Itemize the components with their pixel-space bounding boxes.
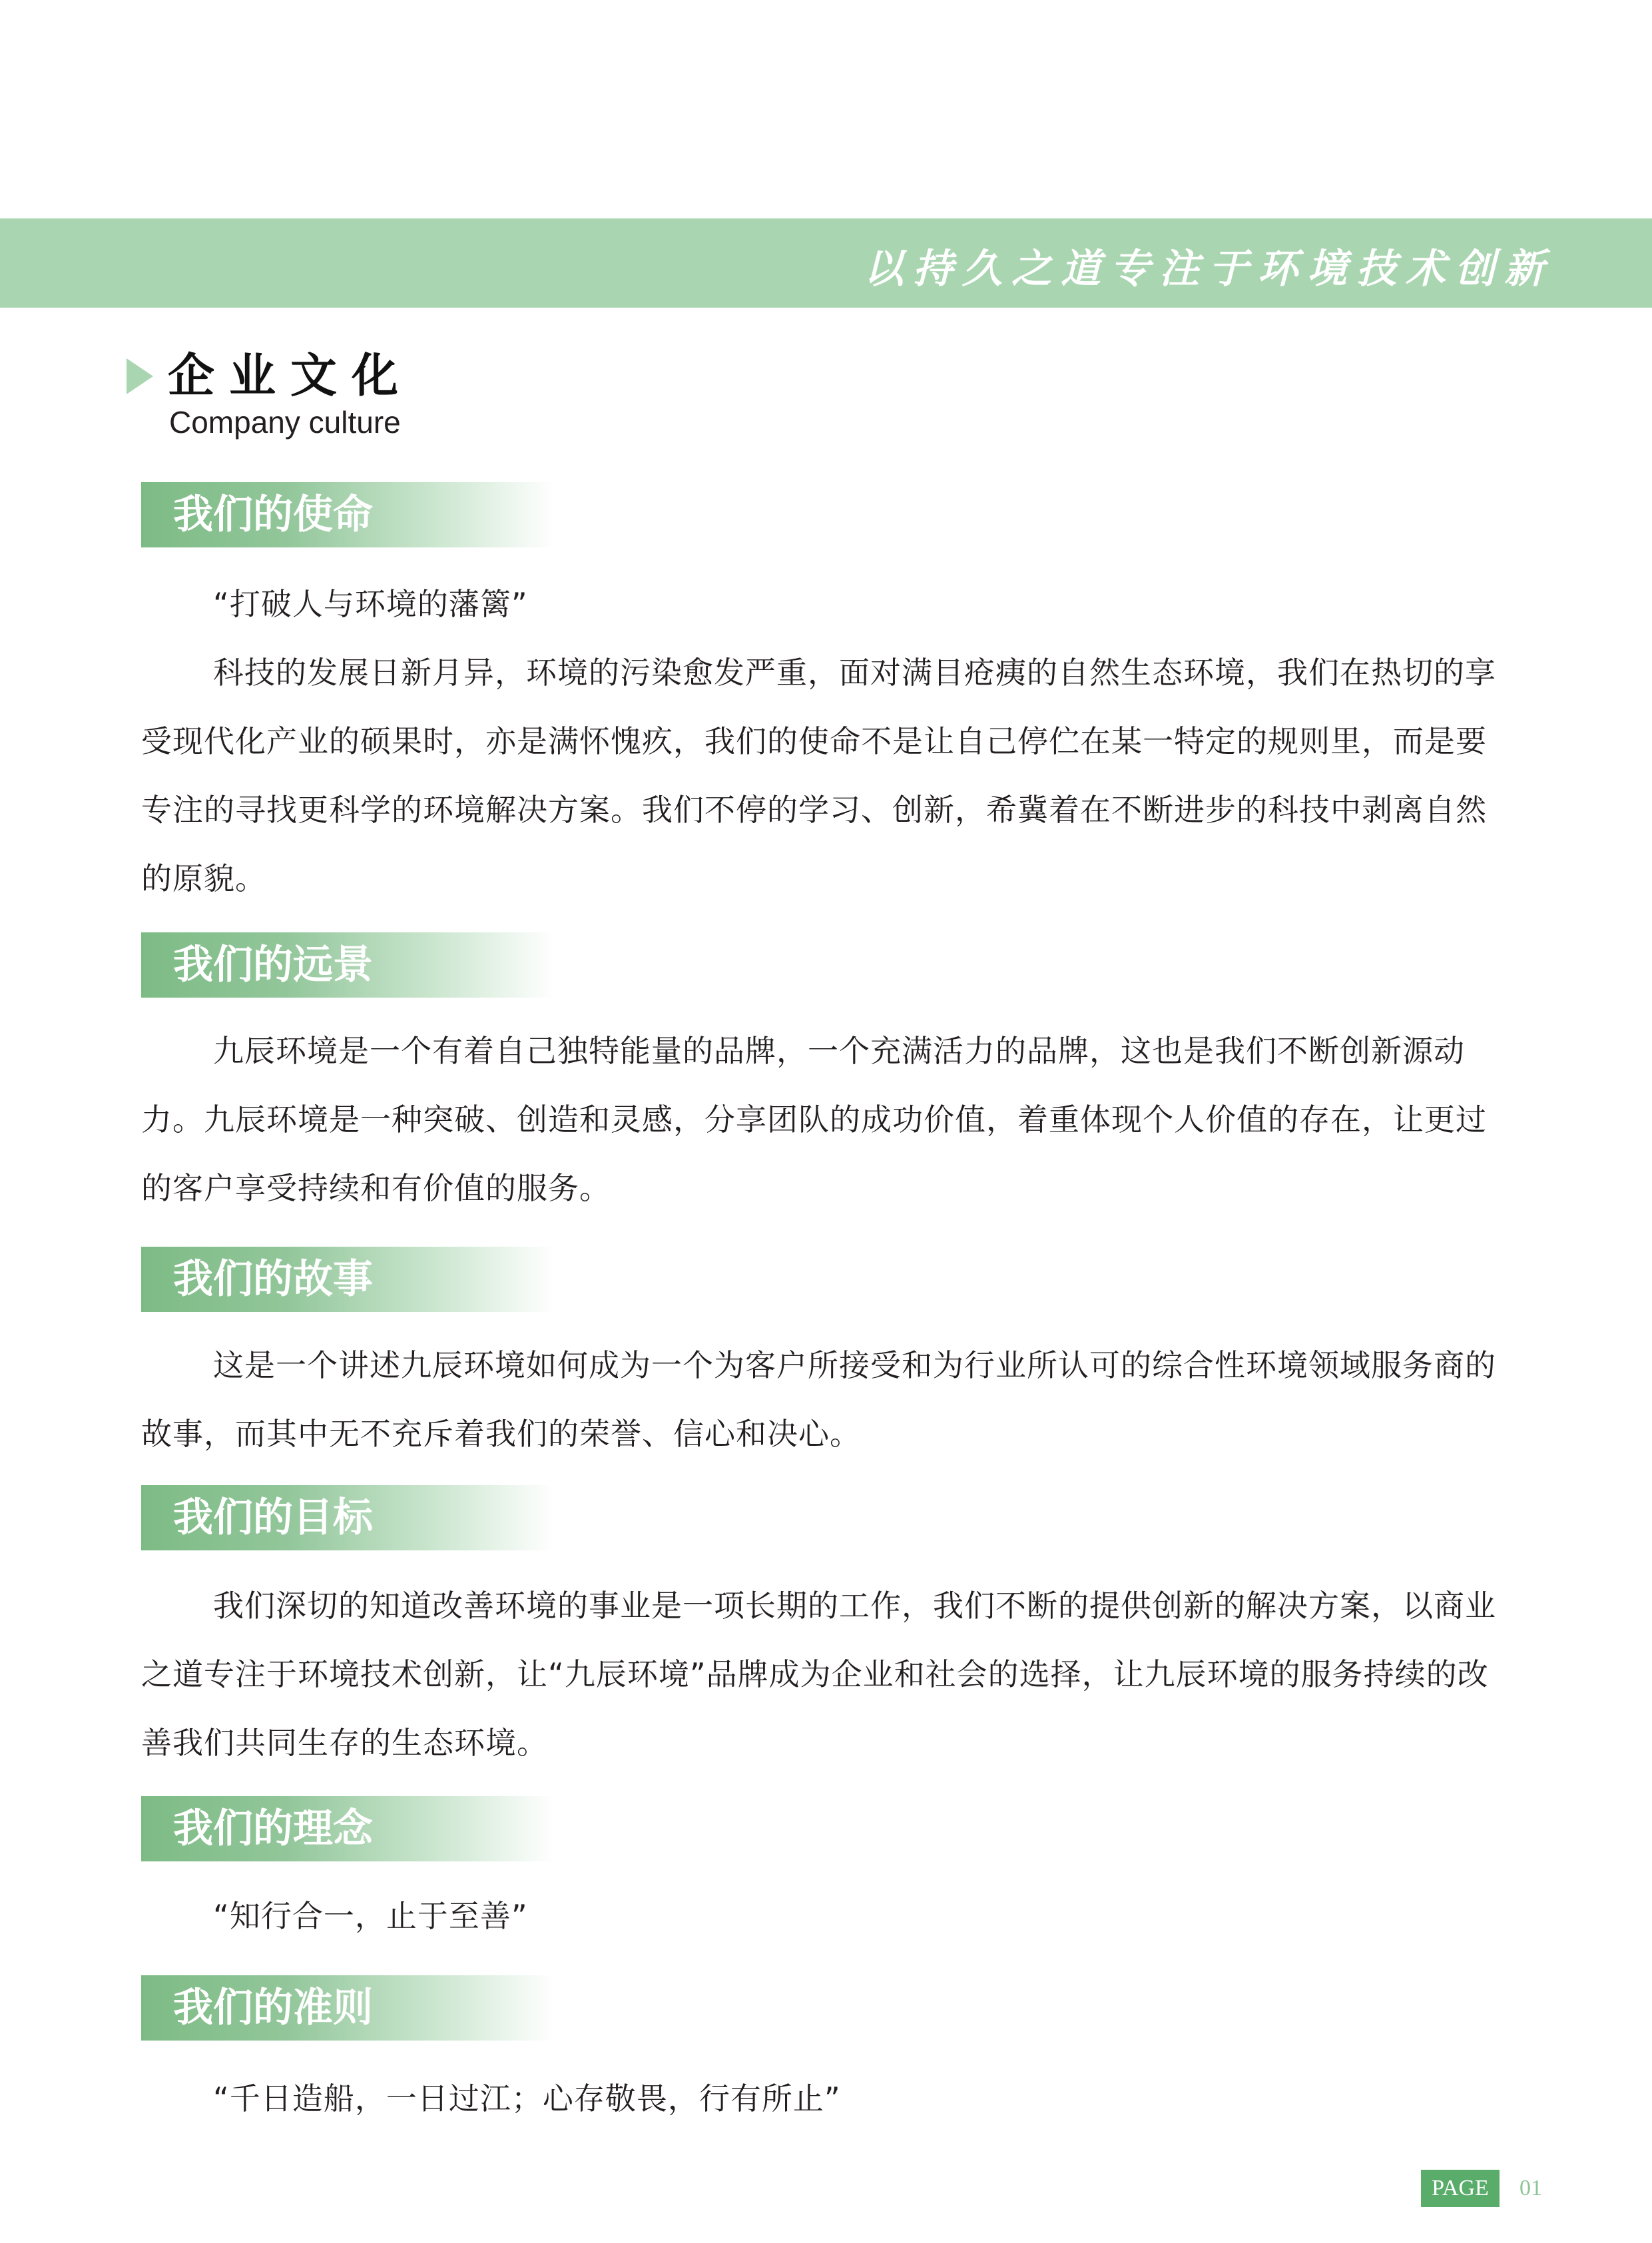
top-banner xyxy=(0,218,1652,308)
philosophy-quote: “知行合一，止于至善” xyxy=(213,1898,528,1934)
section-header-philosophy xyxy=(141,1796,554,1861)
mission-paragraph: 科技的发展日新月异，环境的污染愈发严重，面对满目疮痍的自然生态环境，我们在热切的享受现代化产业的硕果时，亦是满怀愧疚，我们的使命不是让自己停伫在某一特定的规则里，而是要专注的寻找更科学的环境解决方案。我们不停的学习、创新，希冀着在不断进步的科技中剥离自然的原貌。 xyxy=(141,655,1496,896)
section-header-vision xyxy=(141,932,554,998)
section-title: 我们的理念 xyxy=(173,1805,373,1852)
page-heading xyxy=(127,348,659,448)
heading-triangle-icon xyxy=(127,358,153,394)
heading-title-zh: 企业文化 xyxy=(168,348,413,403)
banner-slogan: 以持久之道专注于环境技术创新 xyxy=(864,246,1553,292)
page-label-badge: PAGE xyxy=(1421,2170,1500,2207)
section-header-goal xyxy=(141,1485,554,1550)
vision-paragraph: 九辰环境是一个有着自己独特能量的品牌，一个充满活力的品牌，这也是我们不断创新源动力。九辰环境是一种突破、创造和灵感，分享团队的成功价值，着重体现个人价值的存在，让更过的客户享受持续和有价值的服务。 xyxy=(141,1033,1487,1206)
section-header-mission xyxy=(141,482,554,547)
story-paragraph: 这是一个讲述九辰环境如何成为一个为客户所接受和为行业所认可的综合性环境领域服务商的故事，而其中无不充斥着我们的荣誉、信心和决心。 xyxy=(141,1347,1496,1452)
section-title: 我们的使命 xyxy=(173,491,373,538)
heading-title-en: Company culture xyxy=(169,405,401,440)
section-header-story xyxy=(141,1247,554,1312)
page-number: 01 xyxy=(1519,2176,1542,2200)
section-title: 我们的准则 xyxy=(173,1985,373,2031)
section-title: 我们的故事 xyxy=(173,1256,373,1303)
principles-quote: “千日造船，一日过江；心存敬畏，行有所止” xyxy=(213,2081,841,2116)
goal-paragraph: 我们深切的知道改善环境的事业是一项长期的工作，我们不断的提供创新的解决方案，以商业之道专注于环境技术创新，让“九辰环境”品牌成为企业和社会的选择，让九辰环境的服务持续的改善我们共同生存的生态环境。 xyxy=(141,1588,1496,1761)
mission-quote: “打破人与环境的藩篱” xyxy=(213,586,528,622)
section-header-principles xyxy=(141,1975,554,2041)
section-title: 我们的目标 xyxy=(173,1494,373,1541)
section-title: 我们的远景 xyxy=(173,942,373,988)
